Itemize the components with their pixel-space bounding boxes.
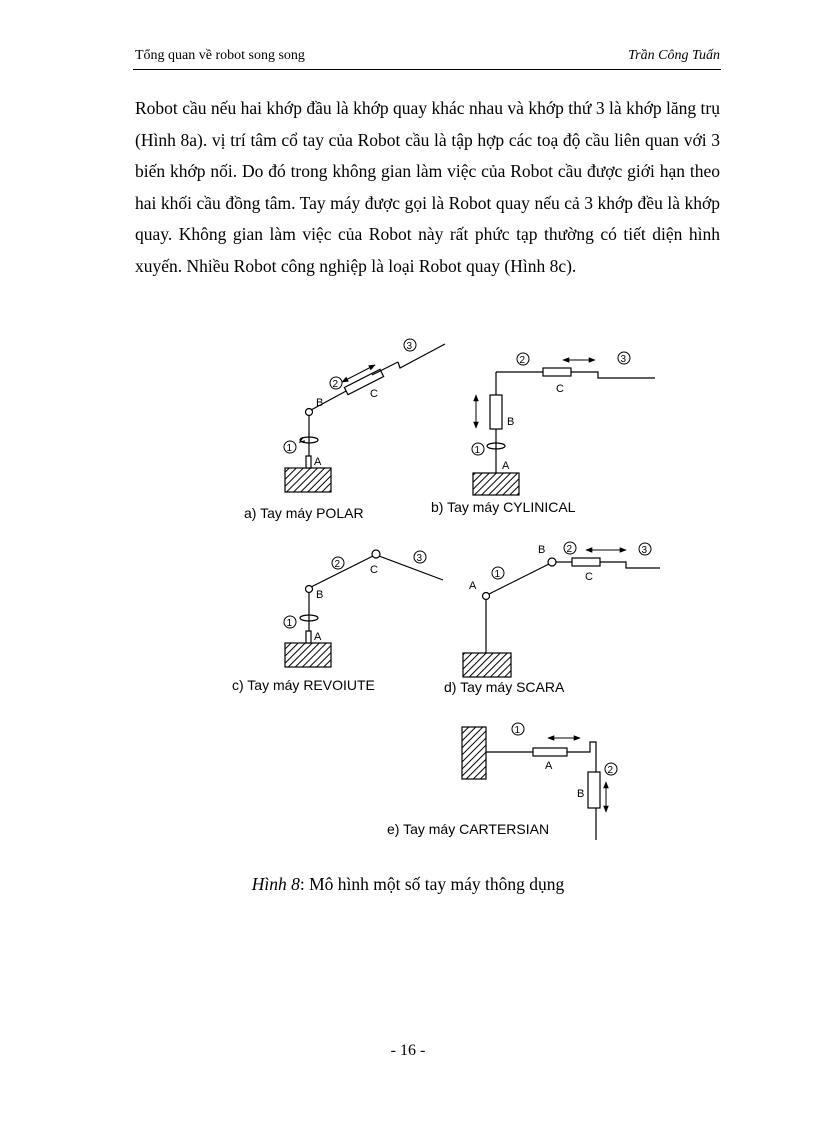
cartesian-prismatic-a [533,748,567,756]
svg-text:C: C [370,564,378,576]
revolute-base [285,643,331,667]
figure-caption-label: Hình 8 [251,874,300,894]
scara-prismatic-c [572,558,600,566]
scara-joint-b [548,558,556,566]
diagram-polar [285,344,445,492]
svg-text:C: C [556,383,564,395]
diagram-scara [463,550,660,677]
svg-text:1: 1 [286,443,293,454]
subcaption-c: c) Tay máy REVOIUTE [232,677,375,693]
svg-text:B: B [538,544,546,556]
svg-text:B: B [316,397,324,409]
scara-base [463,653,511,677]
figure-caption-text: : Mô hình một số tay máy thông dụng [299,874,565,894]
figure-caption [0,874,816,895]
revolute-joint-c [372,550,380,558]
svg-text:1: 1 [474,445,481,456]
svg-text:2: 2 [566,544,573,555]
svg-text:C: C [370,388,378,400]
svg-text:B: B [316,589,324,601]
cylindrical-prismatic-b [490,395,502,429]
svg-text:A: A [545,760,553,772]
polar-joint-a [306,456,311,468]
polar-base [285,468,331,492]
svg-text:B: B [507,416,515,428]
svg-text:2: 2 [332,379,339,390]
cartesian-prismatic-b [588,772,600,808]
svg-text:A: A [314,456,322,468]
svg-text:3: 3 [416,553,423,564]
cartesian-base [462,727,486,779]
diagram-revolute [285,550,443,667]
subcaption-e: e) Tay máy CARTERSIAN [387,821,550,837]
body-paragraph: Robot cầu nếu hai khớp đầu là khớp quay khác nhau và khớp thứ 3 là khớp lăng trụ (Hình 8a). vị trí tâm cổ tay của Robot cầu là tập hợp các toạ độ cầu liên quan với 3 biến khớp nối. Do đó trong không gian làm việc của Robot cầu được giới hạn theo hai khối cầu đồng tâm. Tay máy được gọi là Robot quay nếu cả 3 khớp đều là khớp quay. Không gian làm việc của Robot này rất phức tạp thường có tiết diện hình xuyến. Nhiều Robot công nghiệp là loại Robot quay (Hình 8c). [135,98,720,276]
cylindrical-prismatic-c [543,368,571,376]
svg-text:A: A [502,460,510,472]
page-number: - 16 - [390,1042,426,1059]
subcaption-a: a) Tay máy POLAR [244,505,364,521]
svg-text:2: 2 [334,559,341,570]
svg-text:2: 2 [607,765,614,776]
polar-labels [284,339,416,468]
scara-joint-a [483,593,490,600]
cartesian-labels [512,723,617,800]
svg-text:2: 2 [519,355,526,366]
svg-text:B: B [577,788,585,800]
svg-text:1: 1 [494,569,501,580]
svg-text:1: 1 [514,725,521,736]
cylindrical-base [473,473,519,495]
header-title: Tổng quan về robot song song [135,48,305,63]
header-author: Trần Công Tuấn [628,48,720,63]
svg-text:3: 3 [406,341,413,352]
subcaption-b: b) Tay máy CYLINICAL [431,499,576,515]
svg-text:A: A [314,631,322,643]
svg-text:3: 3 [620,354,627,365]
svg-text:A: A [469,580,477,592]
svg-text:1: 1 [286,618,293,629]
subcaption-d: d) Tay máy SCARA [444,679,565,695]
diagram-cylindrical [473,360,655,495]
svg-text:C: C [585,571,593,583]
svg-text:3: 3 [641,545,648,556]
